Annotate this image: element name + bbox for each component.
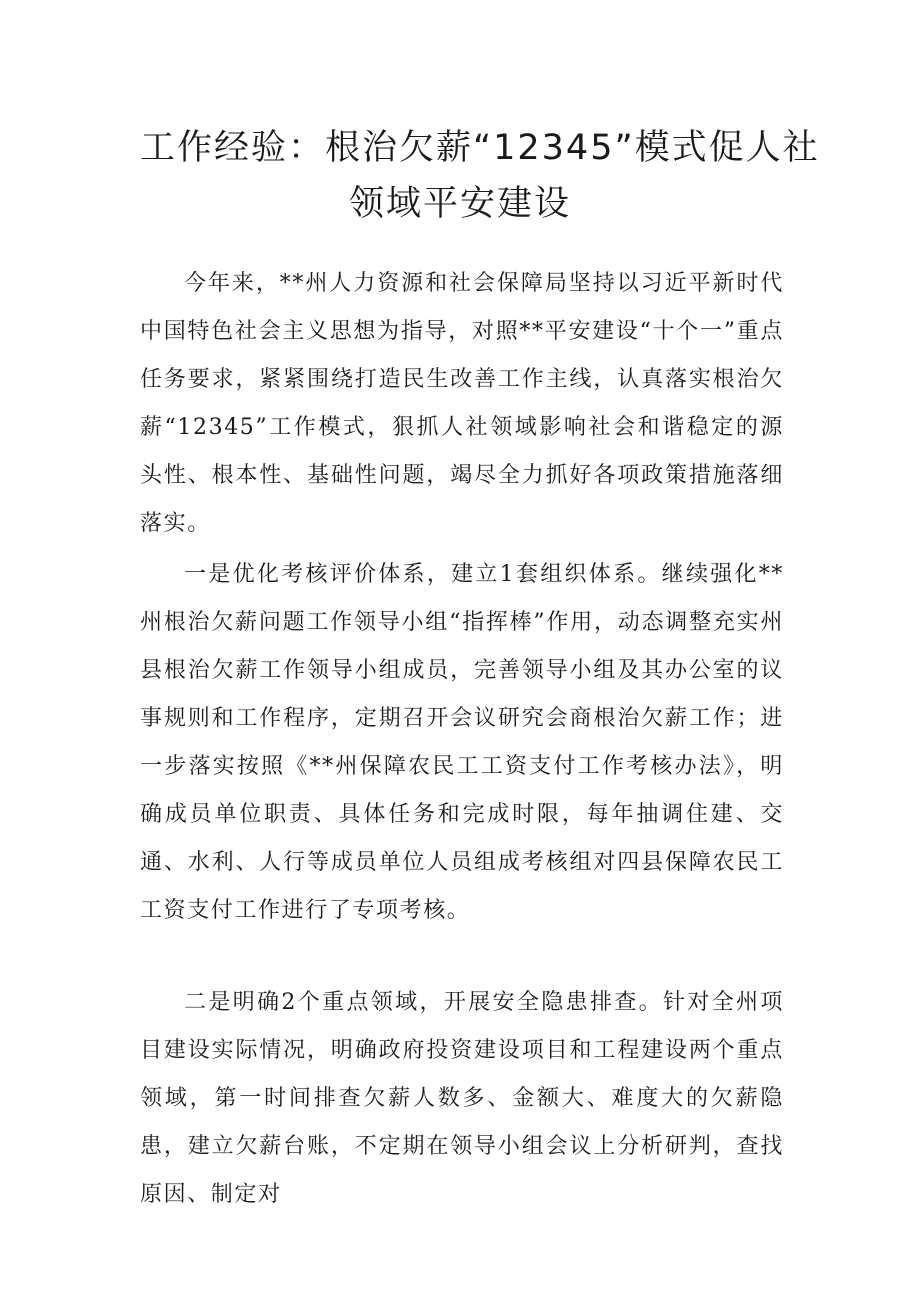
intro-paragraph: 今年来，**州人力资源和社会保障局坚持以习近平新时代中国特色社会主义思想为指导，对照**平安建设“十个一”重点任务要求，紧紧围绕打造民生改善工作主线，认真落实根治欠薪“12345”工作模式，狠抓人社领域影响社会和谐稳定的源头性、根本性、基础性问题，竭尽全力抓好各项政策措施落细落实。 bbox=[140, 271, 784, 536]
document-title-line-2: 领域平安建设 bbox=[348, 184, 571, 224]
document-title-line-1: 工作经验：根治欠薪“12345”模式促人社 bbox=[140, 128, 820, 168]
section-one-paragraph: 一是优化考核评价体系，建立1套组织体系。继续强化**州根治欠薪问题工作领导小组“指挥棒”作用，动态调整充实州县根治欠薪工作领导小组成员，完善领导小组及其办公室的议事规则和工作程序，定期召开会议研究会商根治欠薪工作；进一步落实按照《**州保障农民工工资支付工作考核办法》，明确成员单位职责、具体任务和完成时限，每年抽调住建、交通、水利、人行等成员单位人员组成考核组对四县保障农民工工资支付工作进行了专项考核。 bbox=[140, 562, 784, 923]
section-two-paragraph: 二是明确2个重点领域，开展安全隐患排查。针对全州项目建设实际情况，明确政府投资建设项目和工程建设两个重点领域，第一时间排查欠薪人数多、金额大、难度大的欠薪隐患，建立欠薪台账，不定期在领导小组会议上分析研判，查找原因、制定对 bbox=[140, 990, 784, 1207]
